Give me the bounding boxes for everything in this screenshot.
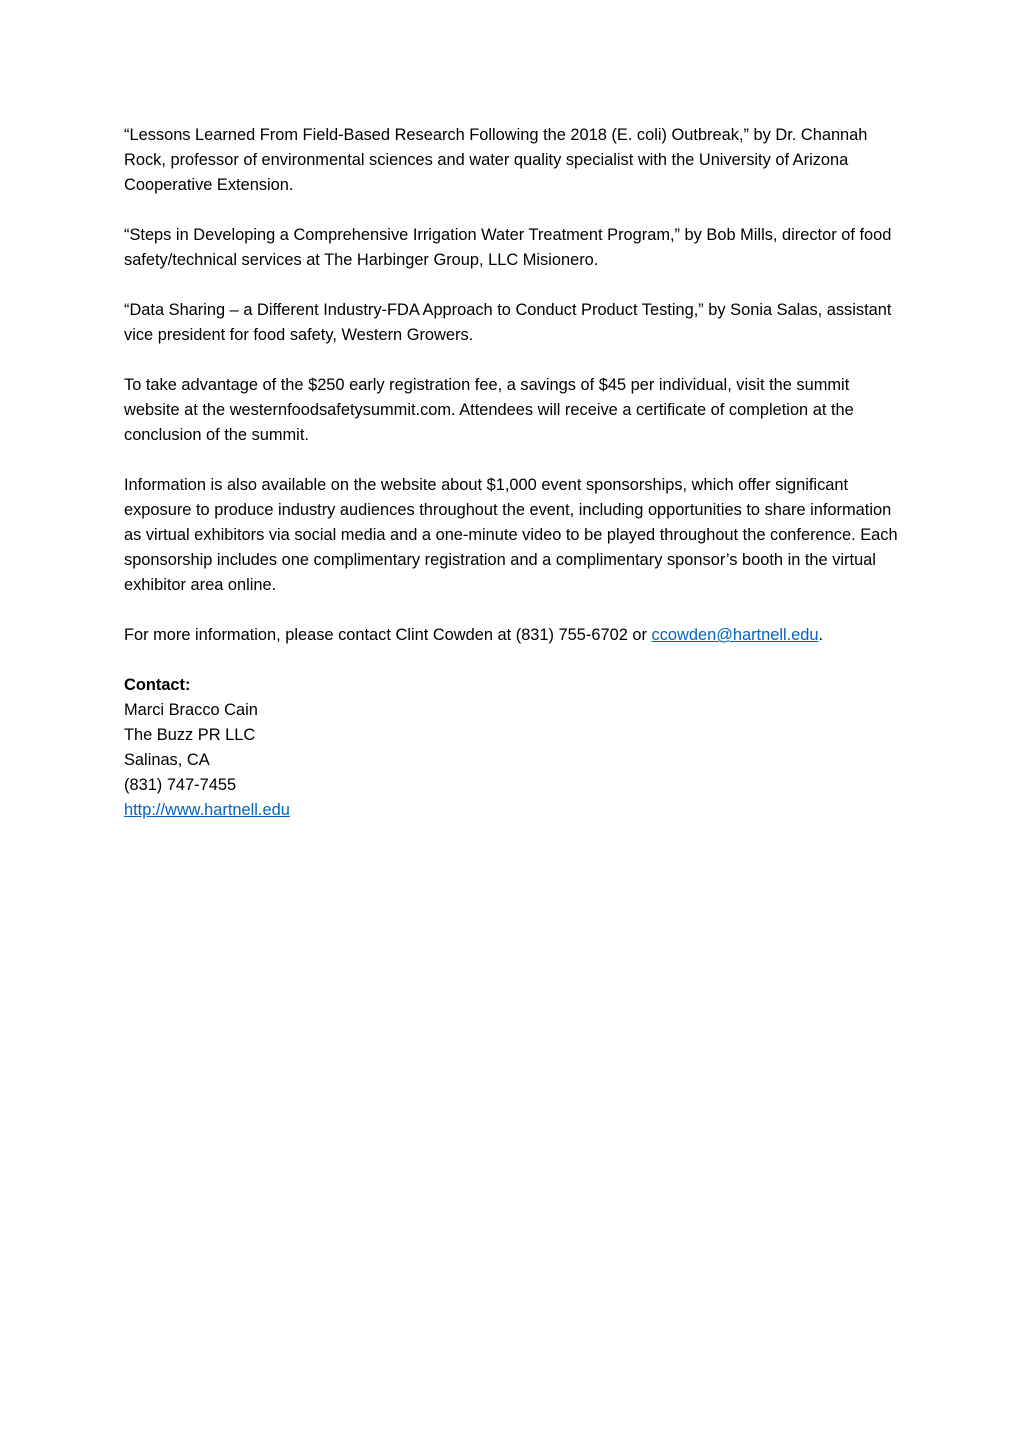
paragraph-irrigation-program: “Steps in Developing a Comprehensive Irrigation Water Treatment Program,” by Bob Mills, director of food safety/technical services at The Harbinger Group, LLC Misionero. — [124, 226, 892, 269]
contact-website-link[interactable]: http://www.hartnell.edu — [124, 801, 290, 819]
contact-heading: Contact: — [124, 676, 191, 694]
contact-name: Marci Bracco Cain — [124, 701, 258, 719]
paragraph-registration: To take advantage of the $250 early registration fee, a savings of $45 per individual, visit the summit website at the westernfoodsafetysummit.com. Attendees will receive a certificate of completion at the conclusion of the summit. — [124, 376, 854, 444]
contact-phone: (831) 747-7455 — [124, 776, 237, 794]
contact-block — [124, 673, 904, 823]
paragraph-data-sharing: “Data Sharing – a Different Industry-FDA Approach to Conduct Product Testing,” by Sonia Salas, assistant vice president for food safety, Western Growers. — [124, 301, 892, 344]
paragraph-more-info — [124, 623, 904, 648]
contact-website-line — [124, 798, 904, 823]
more-info-text: For more information, please contact Clint Cowden at (831) 755-6702 or — [124, 626, 652, 644]
paragraph-sponsorships: Information is also available on the website about $1,000 event sponsorships, which offer significant exposure to produce industry audiences throughout the event, including opportunities to share information as virtual exhibitors via social media and a one-minute video to be played throughout the conference. Each sponsorship includes one complimentary registration and a complimentary sponsor’s booth in the virtual exhibitor area online. — [124, 476, 898, 594]
contact-email-link[interactable]: ccowden@hartnell.edu — [651, 626, 819, 644]
contact-company: The Buzz PR LLC — [124, 726, 256, 744]
document-body — [124, 123, 904, 823]
contact-location: Salinas, CA — [124, 751, 210, 769]
more-info-period: . — [818, 626, 824, 644]
paragraph-lessons-learned: “Lessons Learned From Field-Based Research Following the 2018 (E. coli) Outbreak,” by Dr. Channah Rock, professor of environmental sciences and water quality specialist with the University of Arizona Cooperative Extension. — [124, 126, 868, 194]
